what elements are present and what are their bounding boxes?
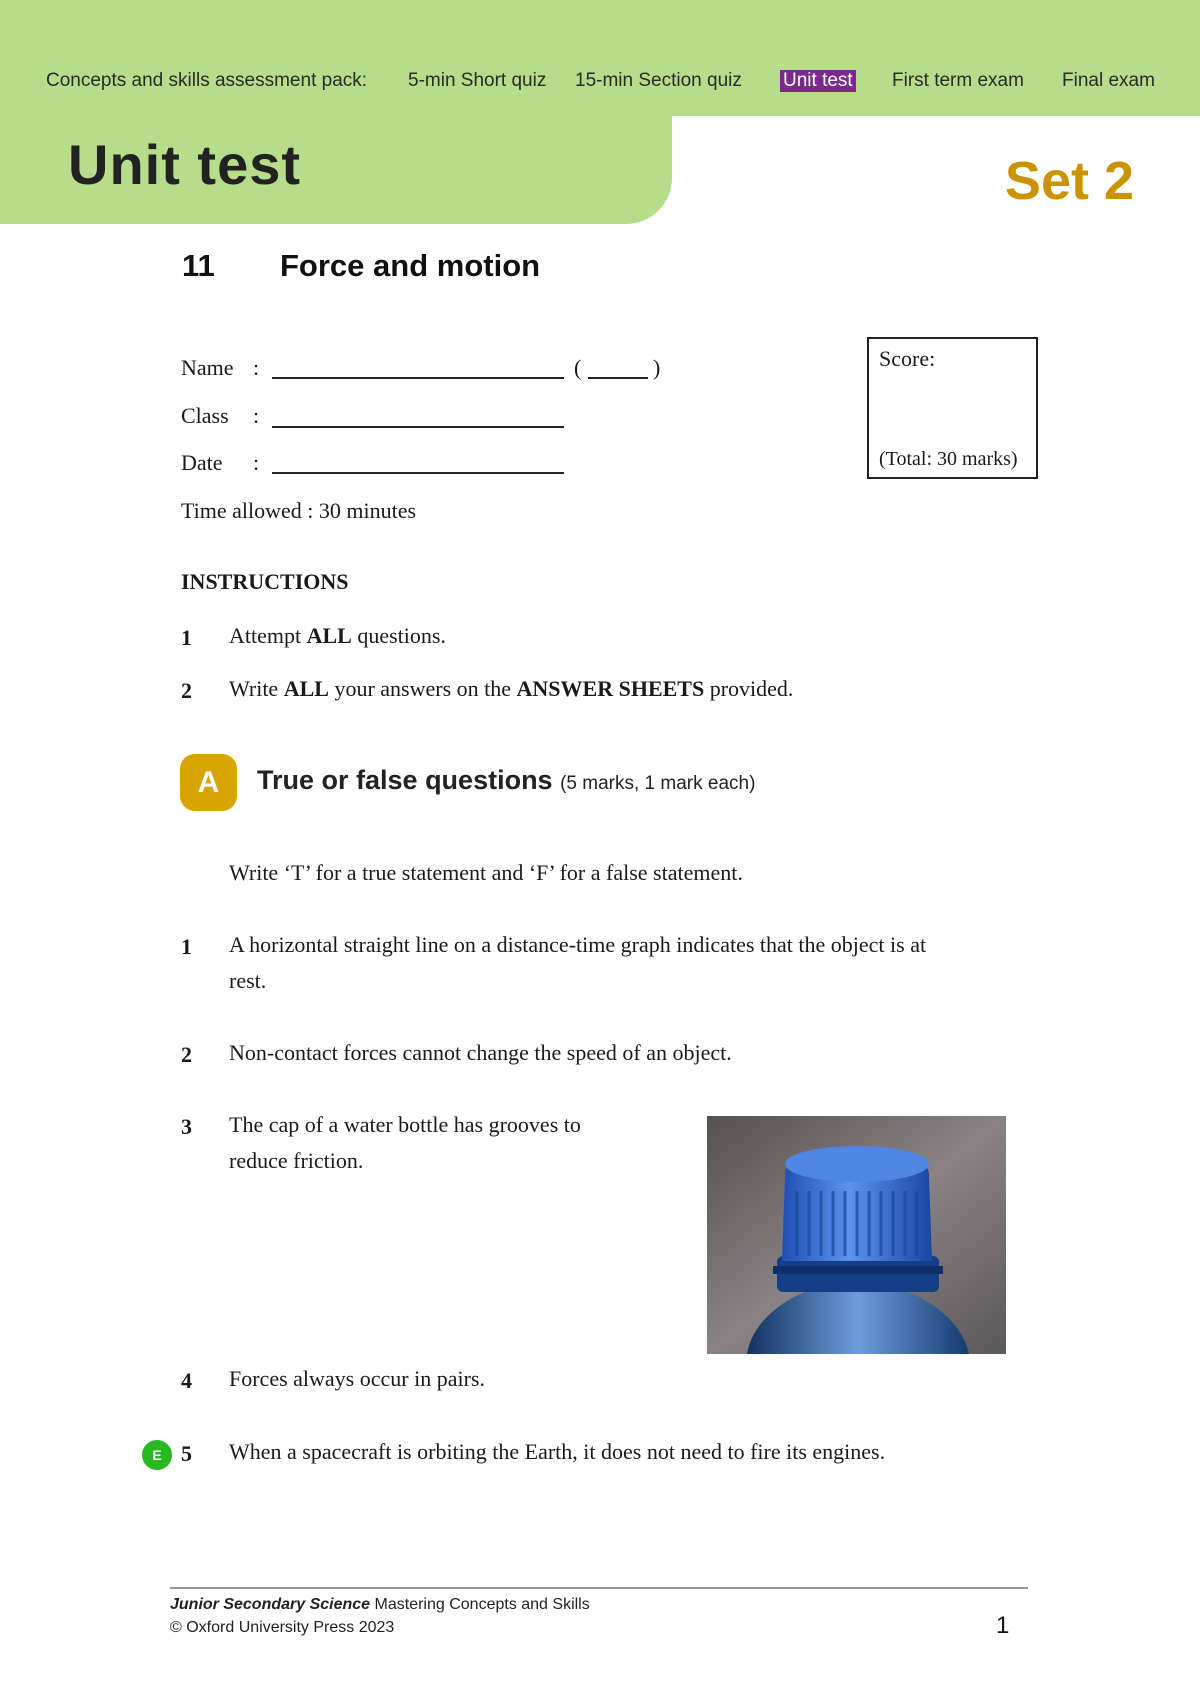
question-number: 3 <box>181 1114 192 1139</box>
name-colon: : <box>253 355 260 380</box>
question-number: 2 <box>181 1042 192 1067</box>
score-total: (Total: 30 marks) <box>879 448 1018 470</box>
header-band <box>0 0 1200 116</box>
footer-divider <box>170 1587 1028 1589</box>
header-band-notch <box>672 116 752 224</box>
time-allowed: Time allowed : 30 minutes <box>181 498 417 523</box>
question-2: Non-contact forces cannot change the speed of an object. <box>229 1040 732 1065</box>
chapter-number: 11 <box>182 248 215 283</box>
footer-series: Junior Secondary Science Mastering Concepts and Skills <box>170 1596 590 1613</box>
score-label: Score: <box>879 346 936 371</box>
question-number: 1 <box>181 934 192 959</box>
question-5: When a spacecraft is orbiting the Earth, it does not need to fire its engines. <box>229 1439 886 1464</box>
section-a-marks: (5 marks, 1 mark each) <box>560 773 756 794</box>
section-a-badge: A <box>180 754 237 811</box>
instruction-number: 2 <box>181 678 192 703</box>
nav-final-exam[interactable]: Final exam <box>1062 70 1155 91</box>
extension-e-icon: E <box>142 1440 172 1470</box>
instruction-2: Write ALL your answers on the ANSWER SHEETS provided. <box>229 676 794 701</box>
question-3-line-1: The cap of a water bottle has grooves to <box>229 1112 581 1137</box>
bottle-cap-photo <box>707 1116 1006 1354</box>
score-box <box>867 337 1038 479</box>
set-label: Set 2 <box>1004 151 1134 211</box>
instruction-1: Attempt ALL questions. <box>229 623 446 648</box>
footer-copyright: © Oxford University Press 2023 <box>170 1619 395 1636</box>
section-a-title: True or false questions (5 marks, 1 mark each) <box>257 765 756 795</box>
section-a-intro: Write ‘T’ for a true statement and ‘F’ for a false statement. <box>229 860 743 885</box>
class-number-field-line[interactable] <box>588 377 648 379</box>
nav-section-quiz[interactable]: 15-min Section quiz <box>575 70 742 91</box>
question-number: 5 <box>181 1441 192 1466</box>
class-number-close: ) <box>653 355 661 380</box>
class-colon: : <box>253 403 260 428</box>
name-field-line[interactable] <box>272 377 564 379</box>
date-colon: : <box>253 450 260 475</box>
page-title: Unit test <box>68 133 301 196</box>
question-1-line-1: A horizontal straight line on a distance-time graph indicates that the object is at <box>229 932 927 957</box>
water-bottle-cap-icon <box>707 1116 1006 1354</box>
question-3-line-2: reduce friction. <box>229 1148 364 1173</box>
class-field-line[interactable] <box>272 426 564 428</box>
class-number-open: ( <box>574 355 582 380</box>
date-field-line[interactable] <box>272 472 564 474</box>
question-number: 4 <box>181 1368 192 1393</box>
assessment-pack-nav <box>0 70 1200 98</box>
nav-pack-label: Concepts and skills assessment pack: <box>46 70 368 91</box>
nav-short-quiz[interactable]: 5-min Short quiz <box>408 70 547 91</box>
question-1-line-2: rest. <box>229 968 267 993</box>
chapter-title: Force and motion <box>280 248 541 283</box>
name-label: Name <box>181 355 234 380</box>
question-4: Forces always occur in pairs. <box>229 1366 485 1391</box>
class-label: Class <box>181 403 229 428</box>
date-label: Date <box>181 450 223 475</box>
instructions-heading: INSTRUCTIONS <box>181 569 349 594</box>
page-number: 1 <box>996 1612 1010 1639</box>
instruction-number: 1 <box>181 625 192 650</box>
nav-unit-test-active[interactable]: Unit test <box>780 70 856 92</box>
nav-first-term-exam[interactable]: First term exam <box>892 70 1024 91</box>
chapter-heading <box>182 248 540 284</box>
